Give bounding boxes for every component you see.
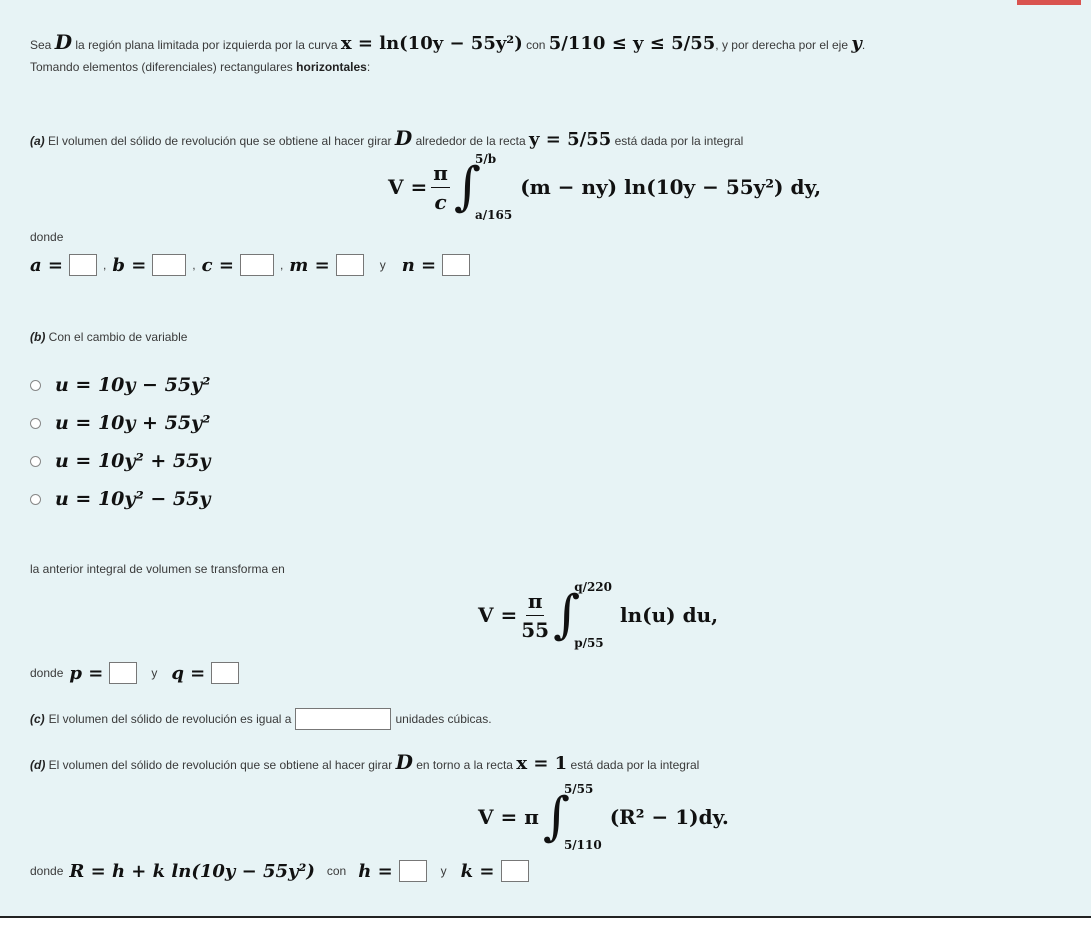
part-d-label: (d) [30,758,46,772]
lower-limit-b: p/55 [574,636,604,650]
den-55: 55 [521,617,550,642]
part-b-text: Con el cambio de variable [48,330,188,344]
pi-over-55 [521,589,549,642]
option-3[interactable] [30,442,210,480]
part-d-line: x = 1 [516,753,568,774]
integrand: (m − ny) ln(10y − 55y²) dy, [520,175,822,199]
donde-b: donde [30,666,64,680]
part-d-integral [478,782,729,852]
integral-limits-d [564,782,602,852]
c-denominator: c [434,189,447,214]
part-c-statement [30,708,492,730]
upper-limit-d: 5/55 [563,782,594,796]
c-input[interactable] [240,254,274,276]
change-of-variable-options [30,366,210,518]
part-b-integral [478,580,718,650]
option-1[interactable] [30,366,210,404]
p-label: p = [69,662,104,684]
integral-limits-b [574,580,612,650]
integral-limits [475,152,512,222]
option-label: u = 10y + 55y² [55,412,211,434]
radio-button[interactable] [30,380,41,391]
part-a-text-1: El volumen del sólido de revolución que se obtiene al hacer girar [48,134,392,148]
p-input[interactable] [109,662,137,684]
part-c-text-1: El volumen del sólido de revolución es igual a [48,712,292,726]
R-expression: R = h + k ln(10y − 55y²) [69,860,315,882]
volume-input[interactable] [295,708,391,730]
part-c-label: (c) [30,712,45,726]
conj-y-d: y [440,864,447,878]
part-d-region: D [395,750,413,774]
part-d-answers [30,860,529,882]
h-input[interactable] [399,860,427,882]
option-label: u = 10y² + 55y [55,450,211,472]
volume-symbol-d: V = π [478,805,539,829]
m-input[interactable] [336,254,364,276]
radio-button[interactable] [30,456,41,467]
part-c-text-2: unidades cúbicas. [395,712,492,726]
intro-text-3: , y por derecha por el eje [715,38,849,52]
part-d-statement [30,750,699,774]
part-a-region: D [394,126,413,150]
conj-y: y [379,258,386,272]
h-label: h = [358,860,393,882]
radio-button[interactable] [30,418,41,429]
part-d-text-3: está dada por la integral [570,758,700,772]
lower-limit-d: 5/110 [563,838,602,852]
m-label: m = [289,254,330,276]
c-label: c = [201,254,234,276]
part-b-answers [30,662,239,684]
upper-limit-b: q/220 [574,580,613,594]
y-range: 5/110 ≤ y ≤ 5/55 [548,33,716,54]
part-a-label: (a) [30,134,45,148]
k-input[interactable] [501,860,529,882]
integral-sign-b: ∫ [553,585,581,645]
integral-sign: ∫ [453,157,481,217]
volume-symbol: V = [388,175,428,199]
intro-line-2 [30,60,370,74]
intro-text-1: Sea [30,38,52,52]
part-a-donde: donde [30,230,64,244]
axis-symbol: y [851,33,862,54]
q-input[interactable] [211,662,239,684]
conj-y-b: y [151,666,158,680]
integral-sign-d: ∫ [542,787,570,847]
pi-numerator: π [431,161,450,188]
option-label: u = 10y − 55y² [55,374,211,396]
q-label: q = [171,662,206,684]
pi-numerator-b: π [526,589,545,616]
n-input[interactable] [442,254,470,276]
part-a-text-2: alrededor de la recta [415,134,526,148]
volume-symbol-b: V = [478,603,518,627]
intro-text-2: la región plana limitada por izquierda por la curva [75,38,338,52]
integrand-b: ln(u) du, [620,603,719,627]
intro-line-1: Sea D la región plana limitada por izquierda por la curva x = ln(10y − 55y²) con 5/110 ≤ y ≤ 5/55, y por derecha por el eje y. [30,30,866,54]
part-b-statement [30,330,187,344]
a-input[interactable] [69,254,97,276]
part-a-line: y = 5/55 [529,129,612,150]
n-label: n = [401,254,437,276]
region-symbol: D [54,30,73,54]
transform-text: la anterior integral de volumen se transforma en [30,562,285,576]
upper-limit: 5/b [474,152,497,166]
con-d: con [326,864,347,878]
intro-colon: : [366,60,371,74]
part-a-integral [388,152,821,222]
b-label: b = [112,254,147,276]
b-input[interactable] [152,254,186,276]
option-2[interactable] [30,404,210,442]
part-a-answers: a = , b = , c = , m = y n = [30,254,470,276]
pi-over-c [431,161,450,214]
part-d-text-1: El volumen del sólido de revolución que se obtiene al hacer girar [48,758,393,772]
integrand-d: (R² − 1)dy. [609,805,729,829]
flag-marker [1017,0,1081,5]
part-b-label: (b) [30,330,46,344]
part-a-statement [30,126,743,150]
part-d-text-2: en torno a la recta [416,758,513,772]
donde-d: donde [30,864,64,878]
lower-limit: a/165 [474,208,513,222]
a-label: a = [30,254,64,276]
curve-equation: x = ln(10y − 55y²) [340,33,523,54]
option-label: u = 10y² − 55y [55,488,211,510]
option-4[interactable] [30,480,210,518]
k-label: k = [460,860,495,882]
horizontal-emphasis: horizontales [296,60,367,74]
radio-button[interactable] [30,494,41,505]
part-a-text-3: está dada por la integral [614,134,744,148]
intro-con: con [526,38,546,52]
intro-line2-text: Tomando elementos (diferenciales) rectangulares [30,60,293,74]
